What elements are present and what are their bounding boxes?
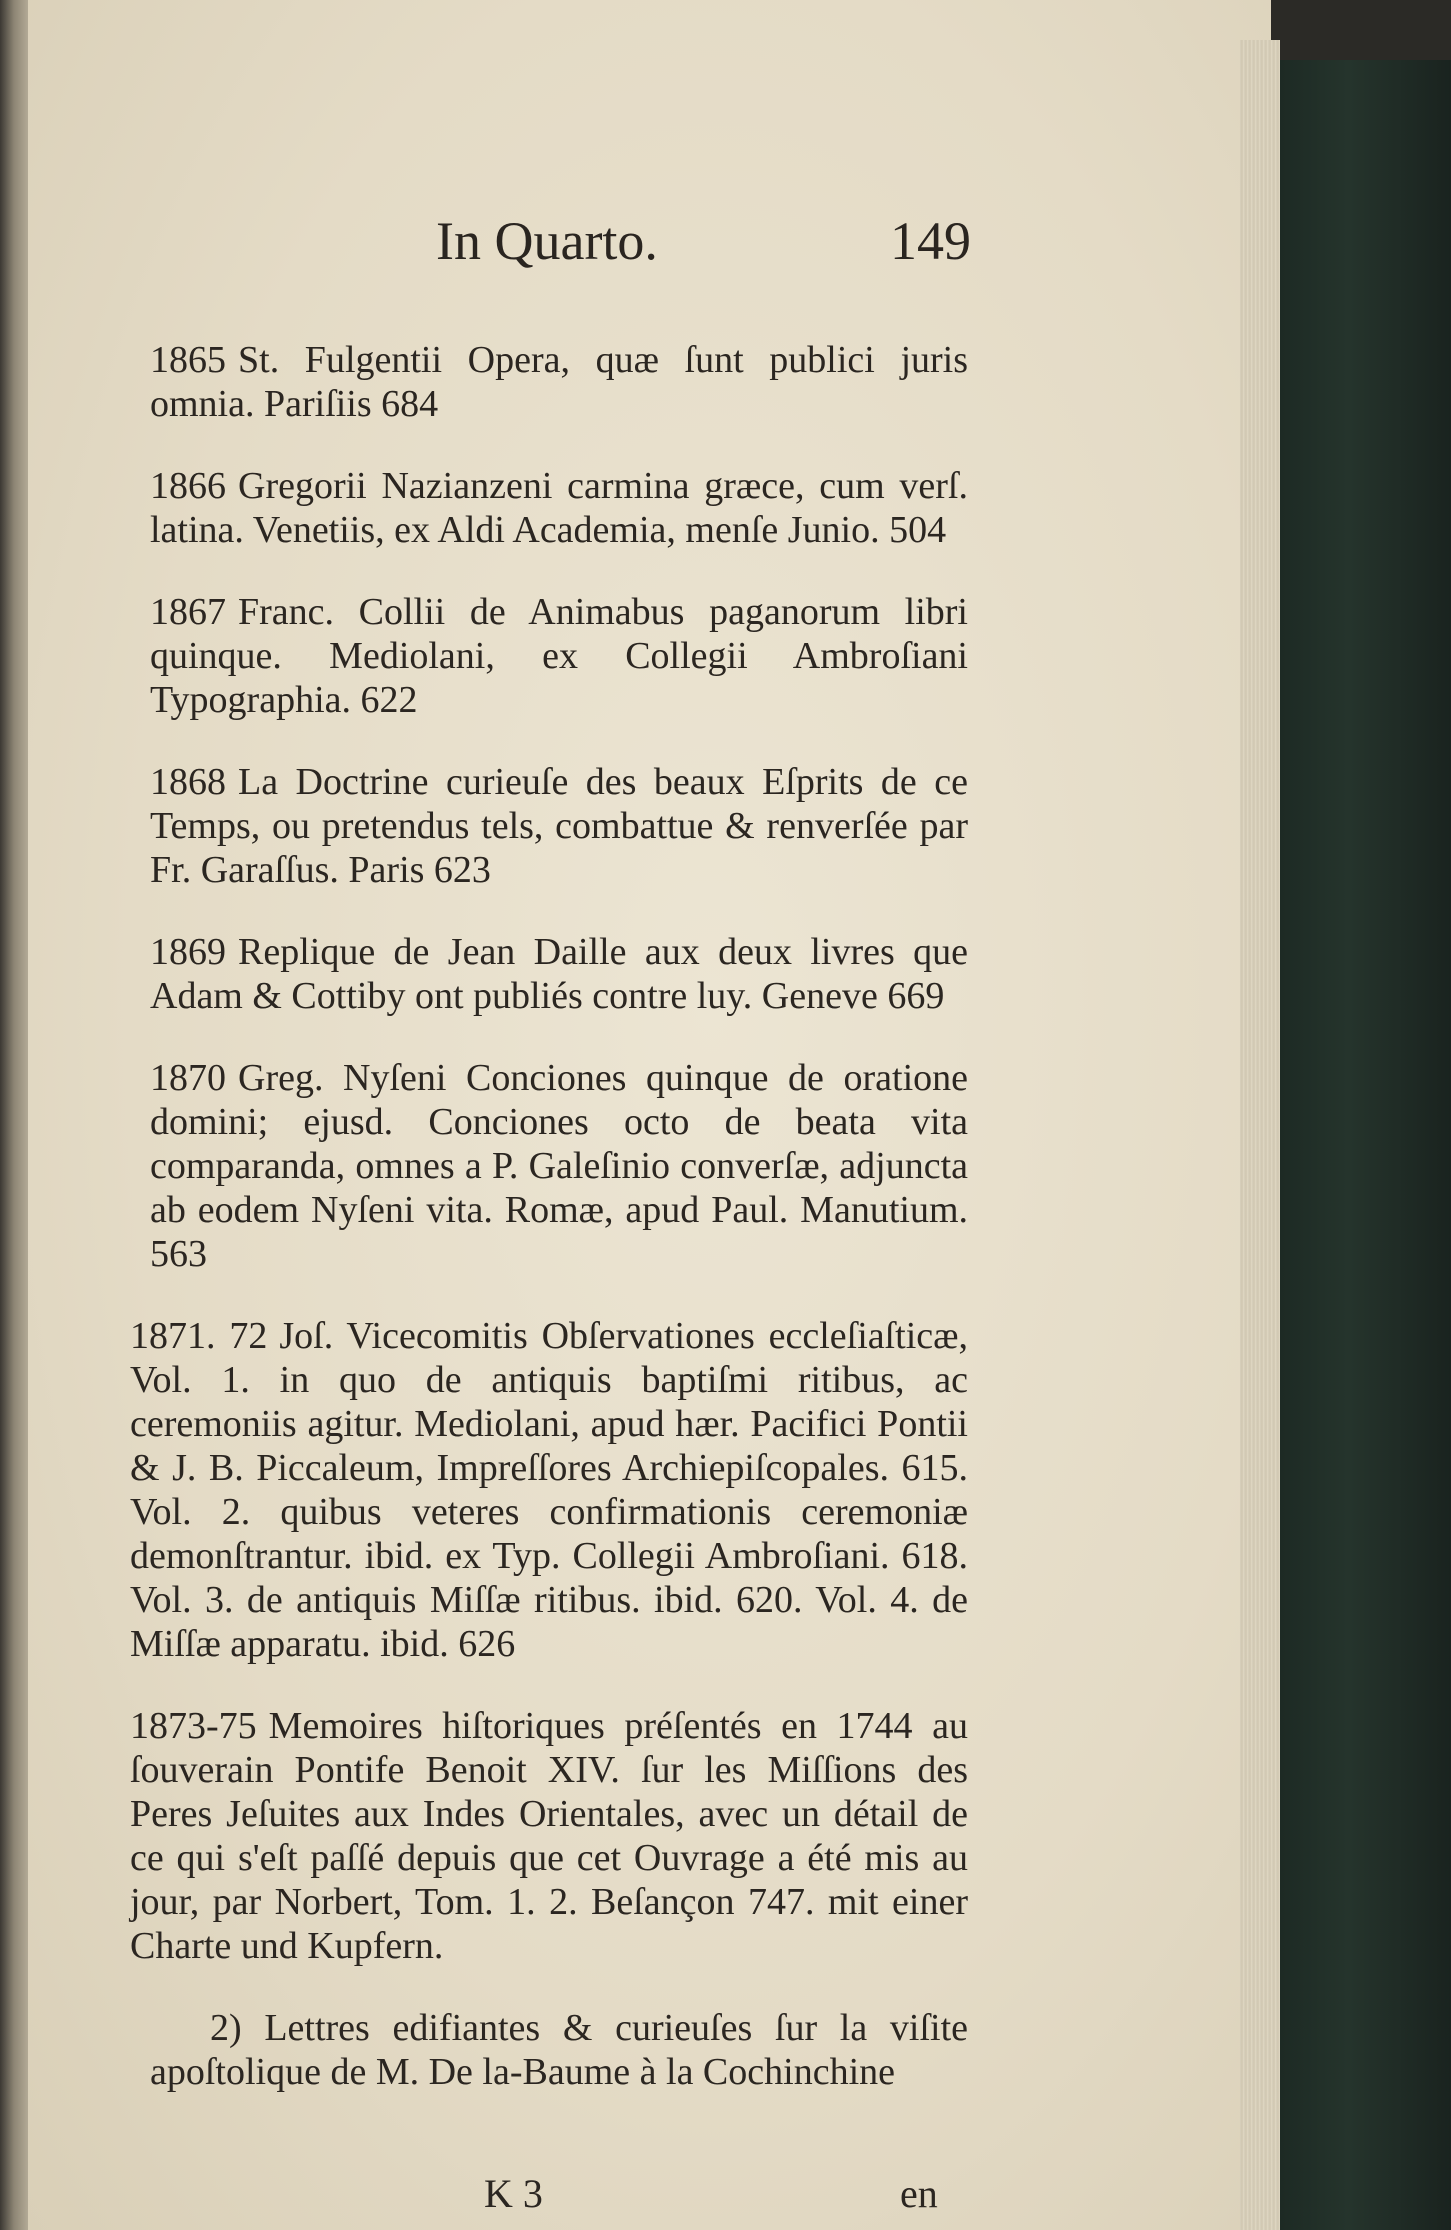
entry-text: Replique de Jean Daille aux deux livres que Adam & Cottiby ont publiés contre luy. Geneve 669 bbox=[150, 931, 968, 1017]
page-number: 149 bbox=[890, 211, 971, 271]
entry-text: Joſ. Vicecomitis Obſervationes eccleſiaſticæ, Vol. 1. in quo de antiquis baptiſmi ritibus, ac ceremoniis agitur. Mediolani, apud hær. Pacifici Pontii & J. B. Piccaleum, Impreſſores Archiepiſcopales. 615. Vol. 2. quibus veteres confirmationis ceremoniæ demonſtrantur. ibid. ex Typ. Collegii Ambroſiani. 618. Vol. 3. de antiquis Miſſæ ritibus. ibid. 620. Vol. 4. de Miſſæ apparatu. ibid. 626 bbox=[130, 1315, 969, 1665]
book-cover bbox=[1280, 60, 1451, 2230]
signature-mark: K 3 bbox=[484, 2171, 543, 2216]
entry-number: 1868 bbox=[150, 761, 226, 803]
entry-number: 1866 bbox=[150, 465, 226, 507]
entry-text: St. Fulgentii Opera, quæ ſunt publici juris omnia. Pariſiis 684 bbox=[150, 339, 968, 425]
running-title: In Quarto. bbox=[436, 211, 658, 271]
entry-text: Memoires hiſtoriques préſentés en 1744 au ſouverain Pontife Benoit XIV. ſur les Miſſions des Peres Jeſuites aux Indes Orientales, avec un détail de ce qui s'eſt paſſé depuis que cet Ouvrage a été mis au jour, par Norbert, Tom. 1. 2. Beſançon 747. mit einer Charte und Kupfern. bbox=[130, 1705, 968, 1967]
entry-continuation: 2) Lettres edifiantes & curieuſes ſur la viſite apoſtolique de M. De la-Baume à la Cochinchine bbox=[150, 2007, 968, 2093]
entry-number: 1865 bbox=[150, 339, 226, 381]
page-footer bbox=[0, 2170, 1451, 2230]
catchword: en bbox=[900, 2171, 938, 2216]
entry-number: 1873-75 bbox=[130, 1705, 257, 1747]
entry-number: 1870 bbox=[150, 1057, 226, 1099]
entry-number: 1867 bbox=[150, 591, 226, 633]
catalog-entry bbox=[150, 338, 968, 426]
entry-number: 1871. 72 bbox=[130, 1315, 268, 1357]
entry-text: La Doctrine curieuſe des beaux Eſprits de ce Temps, ou pretendus tels, combattue & renverſée par Fr. Garaſſus. Paris 623 bbox=[150, 761, 968, 891]
catalog-entry bbox=[150, 464, 968, 552]
catalog-entries bbox=[130, 300, 969, 2132]
entry-number: 1869 bbox=[150, 931, 226, 973]
catalog-entry bbox=[150, 590, 968, 722]
catalog-entry bbox=[130, 1314, 968, 1666]
entry-text: Gregorii Nazianzeni carmina græce, cum verſ. latina. Venetiis, ex Aldi Academia, menſe Junio. 504 bbox=[150, 465, 968, 551]
catalog-entry bbox=[150, 1056, 968, 1276]
catalog-entry bbox=[150, 930, 968, 1018]
running-header bbox=[0, 210, 1451, 280]
entry-text: Franc. Collii de Animabus paganorum libri quinque. Mediolani, ex Collegii Ambroſiani Typographia. 622 bbox=[150, 591, 968, 721]
page-fore-edge bbox=[1240, 40, 1280, 2230]
catalog-entry bbox=[130, 1704, 968, 1968]
entry-text: Greg. Nyſeni Conciones quinque de oratione domini; ejusd. Conciones octo de beata vita comparanda, omnes a P. Galeſinio converſæ, adjuncta ab eodem Nyſeni vita. Romæ, apud Paul. Manutium. 563 bbox=[150, 1057, 968, 1275]
catalog-entry bbox=[150, 760, 968, 892]
